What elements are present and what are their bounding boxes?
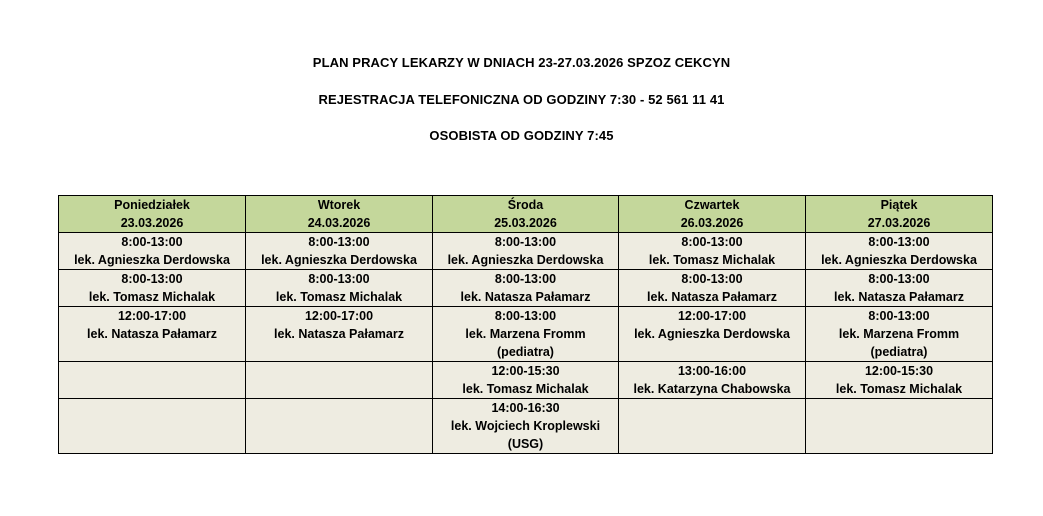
schedule-cell xyxy=(619,270,806,307)
page-title: PLAN PRACY LEKARZY W DNIACH 23-27.03.2026 SPZOZ CEKCYN xyxy=(312,55,731,70)
shift-hours: 12:00-15:30 xyxy=(491,364,560,378)
shift-hours: 8:00-13:00 xyxy=(121,272,183,286)
day-name: Wtorek xyxy=(317,198,361,212)
schedule-cell xyxy=(246,307,433,362)
doctor-name: lek. Agnieszka Derdowska xyxy=(447,253,604,267)
doctor-name: lek. Tomasz Michalak xyxy=(275,290,403,304)
schedule-cell xyxy=(619,362,806,399)
schedule-cell xyxy=(433,307,619,362)
schedule-cell xyxy=(619,233,806,270)
schedule-cell xyxy=(806,307,993,362)
schedule-cell xyxy=(246,362,433,399)
doctor-name: lek. Tomasz Michalak xyxy=(648,253,776,267)
day-date: 27.03.2026 xyxy=(867,216,931,230)
schedule-cell xyxy=(246,399,433,454)
doctor-name: lek. Marzena Fromm xyxy=(838,327,960,341)
day-header xyxy=(619,196,806,233)
day-header xyxy=(433,196,619,233)
shift-hours: 12:00-17:00 xyxy=(304,309,374,323)
day-header xyxy=(59,196,246,233)
schedule-cell xyxy=(619,307,806,362)
doctor-name: lek. Natasza Pałamarz xyxy=(834,290,964,304)
schedule-cell xyxy=(806,399,993,454)
doctor-name: lek. Tomasz Michalak xyxy=(88,290,216,304)
shift-hours: 12:00-15:30 xyxy=(864,364,934,378)
table-row xyxy=(59,399,993,454)
day-name: Czwartek xyxy=(684,198,740,212)
shift-hours: 12:00-17:00 xyxy=(677,309,747,323)
specialty-note: (pediatra) xyxy=(870,345,928,359)
day-name: Piątek xyxy=(880,198,918,212)
doctor-name: lek. Natasza Pałamarz xyxy=(87,327,217,341)
specialty-note: (pediatra) xyxy=(497,345,554,359)
shift-hours: 8:00-13:00 xyxy=(868,309,930,323)
phone-registration-info: REJESTRACJA TELEFONICZNA OD GODZINY 7:30 - 52 561 11 41 xyxy=(318,92,725,107)
doctor-name: lek. Agnieszka Derdowska xyxy=(821,253,977,267)
schedule-cell xyxy=(433,233,619,270)
shift-hours: 8:00-13:00 xyxy=(494,272,557,286)
schedule-cell xyxy=(246,233,433,270)
shift-hours: 14:00-16:30 xyxy=(491,401,560,415)
shift-hours: 8:00-13:00 xyxy=(308,235,370,249)
schedule-cell xyxy=(59,362,246,399)
schedule-table xyxy=(58,195,993,454)
shift-hours: 13:00-16:00 xyxy=(677,364,747,378)
doctor-name: lek. Katarzyna Chabowska xyxy=(633,382,791,396)
shift-hours: 8:00-13:00 xyxy=(868,235,930,249)
doctor-name: lek. Marzena Fromm xyxy=(465,327,586,341)
doctor-name: lek. Natasza Pałamarz xyxy=(274,327,404,341)
schedule-cell xyxy=(433,270,619,307)
schedule-cell xyxy=(59,307,246,362)
schedule-cell xyxy=(806,362,993,399)
day-date: 26.03.2026 xyxy=(680,216,744,230)
doctor-name: lek. Agnieszka Derdowska xyxy=(74,253,230,267)
schedule-cell xyxy=(619,399,806,454)
day-header xyxy=(806,196,993,233)
day-name: Środa xyxy=(507,198,544,212)
specialty-note: (USG) xyxy=(507,437,544,451)
in-person-registration-info: OSOBISTA OD GODZINY 7:45 xyxy=(429,128,614,143)
day-name: Poniedziałek xyxy=(114,198,190,212)
doctor-name: lek. Natasza Pałamarz xyxy=(460,290,591,304)
shift-hours: 8:00-13:00 xyxy=(681,235,743,249)
shift-hours: 8:00-13:00 xyxy=(308,272,370,286)
doctor-name: lek. Wojciech Kroplewski xyxy=(450,419,601,433)
schedule-cell xyxy=(59,399,246,454)
doctor-name: lek. Tomasz Michalak xyxy=(462,382,589,396)
schedule-cell xyxy=(806,233,993,270)
day-date: 25.03.2026 xyxy=(494,216,557,230)
table-row xyxy=(59,362,993,399)
day-date: 24.03.2026 xyxy=(307,216,371,230)
doctor-name: lek. Agnieszka Derdowska xyxy=(261,253,417,267)
table-row xyxy=(59,233,993,270)
shift-hours: 12:00-17:00 xyxy=(117,309,187,323)
schedule-cell xyxy=(433,399,619,454)
day-date: 23.03.2026 xyxy=(120,216,184,230)
schedule-cell xyxy=(433,362,619,399)
table-header-row xyxy=(59,196,993,233)
shift-hours: 8:00-13:00 xyxy=(868,272,930,286)
table-row xyxy=(59,270,993,307)
schedule-cell xyxy=(246,270,433,307)
shift-hours: 8:00-13:00 xyxy=(494,235,557,249)
day-header xyxy=(246,196,433,233)
schedule-cell xyxy=(806,270,993,307)
shift-hours: 8:00-13:00 xyxy=(494,309,557,323)
schedule-body xyxy=(59,233,993,454)
schedule-cell xyxy=(59,233,246,270)
doctor-name: lek. Tomasz Michalak xyxy=(835,382,963,396)
table-row xyxy=(59,307,993,362)
shift-hours: 8:00-13:00 xyxy=(121,235,183,249)
shift-hours: 8:00-13:00 xyxy=(681,272,743,286)
doctor-name: lek. Natasza Pałamarz xyxy=(647,290,777,304)
schedule-cell xyxy=(59,270,246,307)
doctor-name: lek. Agnieszka Derdowska xyxy=(634,327,790,341)
